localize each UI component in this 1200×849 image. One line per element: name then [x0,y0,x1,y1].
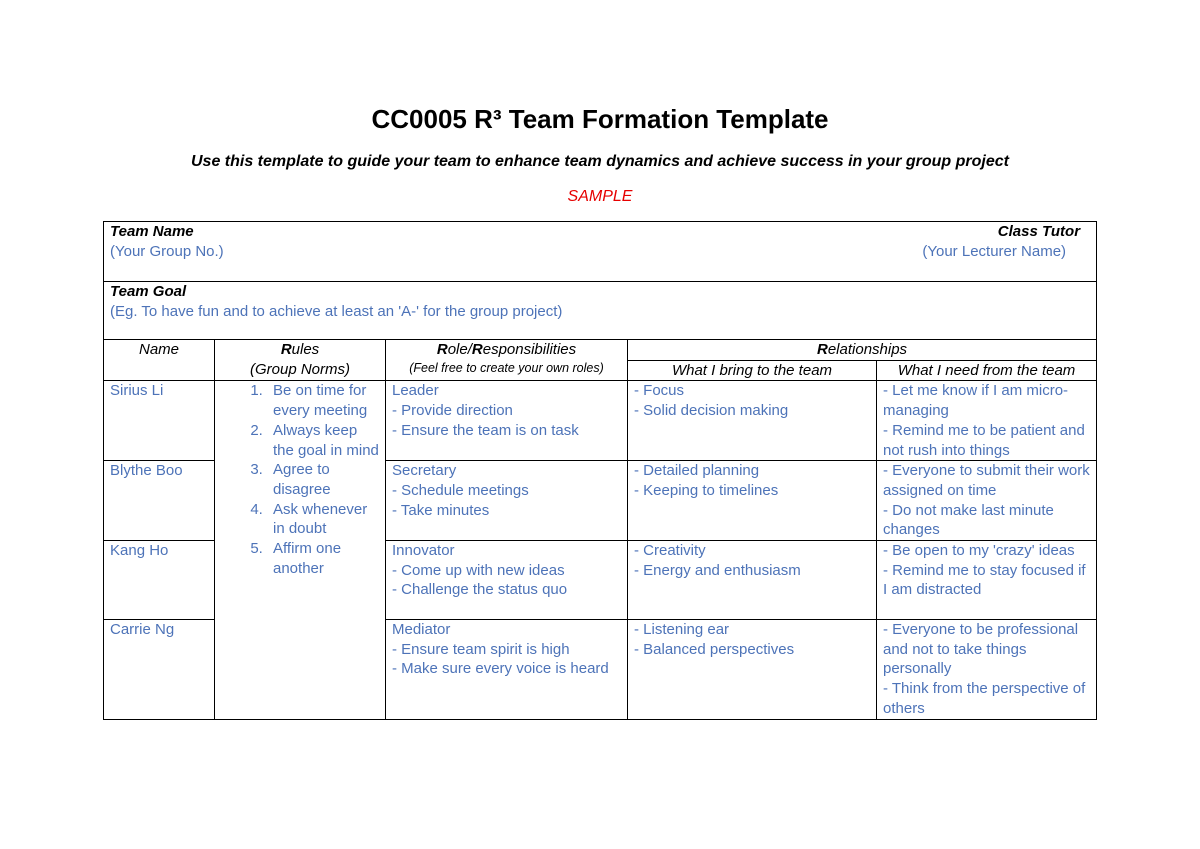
header-row [104,340,1097,361]
need-item: - Remind me to stay focused if I am distracted [883,561,1086,599]
need-item: - Do not make last minute changes [883,501,1054,539]
role-duty: - Ensure team spirit is high [392,640,570,658]
header-role-mid: ole/ [447,341,472,358]
role-duty: - Come up with new ideas [392,561,565,579]
team-goal-value: (Eg. To have fun and to achieve at least an 'A-' for the group project) [110,302,563,320]
header-rel-rest: elationships [827,341,908,358]
role-title: Leader [392,382,439,400]
rule-item: 5. Affirm one another [267,539,379,578]
bring-item: - Solid decision making [634,402,789,420]
member-role [386,381,628,461]
bring-item: - Listening ear [634,621,730,639]
header-role-initial-1: R [436,341,448,358]
role-duty: - Provide direction [392,402,513,420]
header-rules-initial: R [280,341,292,358]
header-role-sub: (Feel free to create your own roles) [409,360,604,375]
need-item: - Think from the perspective of others [883,680,1086,717]
member-name: Sirius Li [104,381,215,461]
header-relationships [628,340,1097,361]
role-duty: - Make sure every voice is heard [392,660,609,678]
role-duty: - Take minutes [392,501,490,519]
rule-item: 1. Be on time for every meeting [267,381,379,420]
need-item: - Let me know if I am micro-managing [883,382,1069,420]
team-goal-label: Team Goal [110,283,187,300]
role-title: Secretary [392,462,457,480]
need-item: - Be open to my 'crazy' ideas [883,542,1075,560]
bring-item: - Focus [634,382,685,400]
member-need [877,381,1097,461]
page-subtitle: Use this template to guide your team to enhance team dynamics and achieve success in your group project [190,153,1009,170]
member-need [877,541,1097,620]
member-need [877,461,1097,541]
bring-item: - Creativity [634,542,706,560]
header-name-label: Name [138,341,179,358]
team-name-value: (Your Group No.) [110,242,224,260]
need-item: - Everyone to submit their work assigned on time [883,462,1090,499]
header-rel-initial: R [816,341,828,358]
member-need [877,620,1097,720]
member-bring [628,620,877,720]
header-need: What I need from the team [877,360,1097,381]
member-role [386,461,628,541]
role-duty: - Ensure the team is on task [392,421,579,439]
rule-item: 3. Agree to disagree [267,460,379,499]
member-bring [628,381,877,461]
member-bring [628,461,877,541]
bring-item: - Energy and enthusiasm [634,561,801,579]
header-role [386,340,628,381]
header-rules-sub: (Group Norms) [249,360,350,378]
class-tutor-label: Class Tutor [997,223,1081,240]
role-duty: - Challenge the status quo [392,581,568,599]
role-title: Mediator [392,621,451,639]
team-info-row [104,222,1097,282]
team-info-cell [104,222,1097,282]
rules-list [215,381,379,578]
member-role [386,541,628,620]
member-bring [628,541,877,620]
rule-item: 4. Ask whenever in doubt [267,500,379,539]
need-item: - Everyone to be professional and not to take things personally [883,621,1079,678]
class-tutor-value: (Your Lecturer Name) [922,242,1067,260]
role-title: Innovator [392,542,455,560]
page-title: CC0005 R³ Team Formation Template [371,104,829,134]
team-goal-row [104,282,1097,340]
member-role [386,620,628,720]
team-goal-cell [104,282,1097,340]
need-item: - Remind me to be patient and not rush into things [883,421,1085,459]
rules-cell [215,381,386,719]
team-formation-table [103,221,1097,720]
header-name [104,340,215,381]
sample-label: SAMPLE [567,188,633,205]
role-duty: - Schedule meetings [392,481,529,499]
bring-item: - Keeping to timelines [634,481,779,499]
member-name: Carrie Ng [104,620,215,720]
team-name-label: Team Name [110,223,194,240]
header-rules-rest: ules [291,341,320,358]
bring-item: - Detailed planning [634,462,760,480]
header-bring: What I bring to the team [628,360,877,381]
rule-item: 2. Always keep the goal in mind [267,421,379,460]
table-row [104,381,1097,461]
header-role-rest: esponsibilities [482,341,577,358]
header-rules [215,340,386,381]
header-role-initial-2: R [471,341,483,358]
member-name: Kang Ho [104,541,215,620]
member-name: Blythe Boo [104,461,215,541]
bring-item: - Balanced perspectives [634,640,795,658]
